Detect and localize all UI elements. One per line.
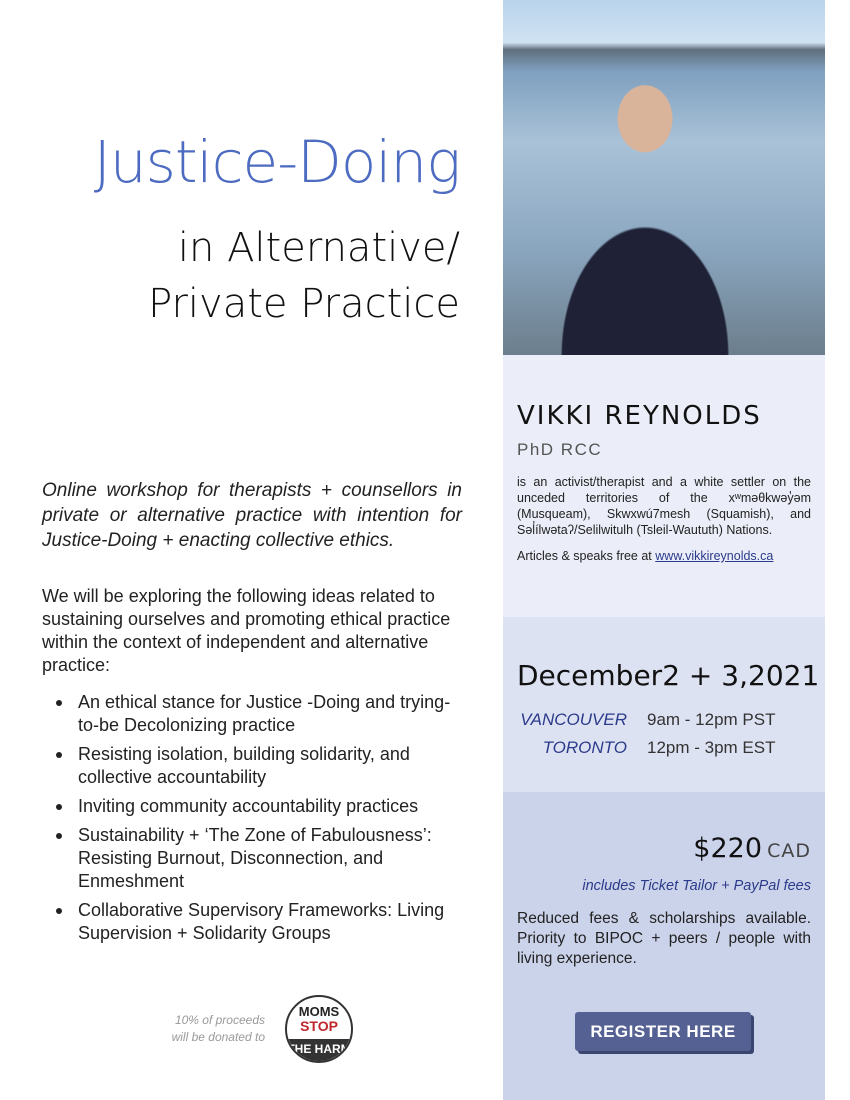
- reduced-fees-note: Reduced fees & scholarships available. Priority to BIPOC + peers / people with living experience.: [517, 910, 811, 967]
- speaker-name: VIKKI REYNOLDS: [517, 401, 762, 431]
- website-link[interactable]: www.vikkireynolds.ca: [655, 549, 774, 563]
- title-main: Justice-Doing: [93, 128, 460, 196]
- fees-note: includes Ticket Tailor + PayPal fees: [582, 878, 811, 894]
- donation-line1: 10% of proceeds: [174, 1013, 265, 1027]
- date-year: 2021: [748, 659, 820, 692]
- articles-line: [517, 548, 811, 564]
- price: [517, 832, 811, 869]
- intro-text: Online workshop for therapists + counsellors in private or alternative practice with intention for Justice-Doing + enacting collective ethics.: [42, 480, 462, 551]
- list-item: Inviting community accountability practices: [52, 795, 462, 818]
- list-item: Collaborative Supervisory Frameworks: Living Supervision + Solidarity Groups: [52, 899, 462, 945]
- moms-stop-the-harm-logo: [285, 995, 353, 1063]
- list-item: An ethical stance for Justice -Doing and trying-to-be Decolonizing practice: [52, 691, 462, 737]
- title-sub: [40, 220, 460, 332]
- list-item: Sustainability + ‘The Zone of Fabulousness’: Resisting Burnout, Disconnection, and Enmeshment: [52, 824, 462, 893]
- speaker-credentials: PhD RCC: [517, 440, 603, 459]
- date-month: December: [517, 659, 663, 692]
- donation-line2: will be donated to: [171, 1030, 265, 1044]
- time: 12pm - 3pm EST: [647, 738, 776, 757]
- city: VANCOUVER: [520, 710, 627, 729]
- time-row-toronto: [517, 737, 811, 759]
- price-amount: $220: [693, 833, 762, 864]
- register-button[interactable]: REGISTER HERE: [575, 1012, 751, 1051]
- title-sub-line2: Private Practice: [148, 281, 460, 327]
- city: TORONTO: [542, 738, 627, 757]
- event-date: [517, 658, 820, 694]
- workshop-description: [42, 478, 462, 951]
- explore-text: We will be exploring the following ideas related to sustaining ourselves and promoting ethical practice within the context of independent and alternative practice:: [42, 586, 451, 675]
- date-panel: [503, 617, 825, 792]
- logo-harm: THE HARM: [287, 1039, 351, 1061]
- topics-list: [52, 691, 462, 951]
- price-currency: CAD: [767, 840, 811, 862]
- logo-moms: MOMS: [298, 1004, 340, 1019]
- logo-stop: STOP: [300, 1018, 338, 1034]
- pricing-info: [517, 832, 811, 969]
- speaker-info: [517, 400, 811, 564]
- time: 9am - 12pm PST: [647, 710, 776, 729]
- articles-prefix: Articles & speaks free at: [517, 549, 656, 563]
- title-sub-line1: in Alternative/: [177, 225, 460, 271]
- time-row-vancouver: [517, 709, 811, 731]
- speaker-figure: [560, 40, 730, 355]
- list-item: Resisting isolation, building solidarity, and collective accountability: [52, 743, 462, 789]
- speaker-bio: is an activist/therapist and a white settler on the unceded territories of the xʷməθkwəy̓əm (Musqueam), Skwxwú7mesh (Squamish), and Səl̓ílwətaʔ/Selilwitulh (Tsleil-Waututh) Nations.: [517, 475, 811, 537]
- date-days: 2 + 3,: [662, 659, 748, 692]
- donation-note: [140, 1012, 265, 1046]
